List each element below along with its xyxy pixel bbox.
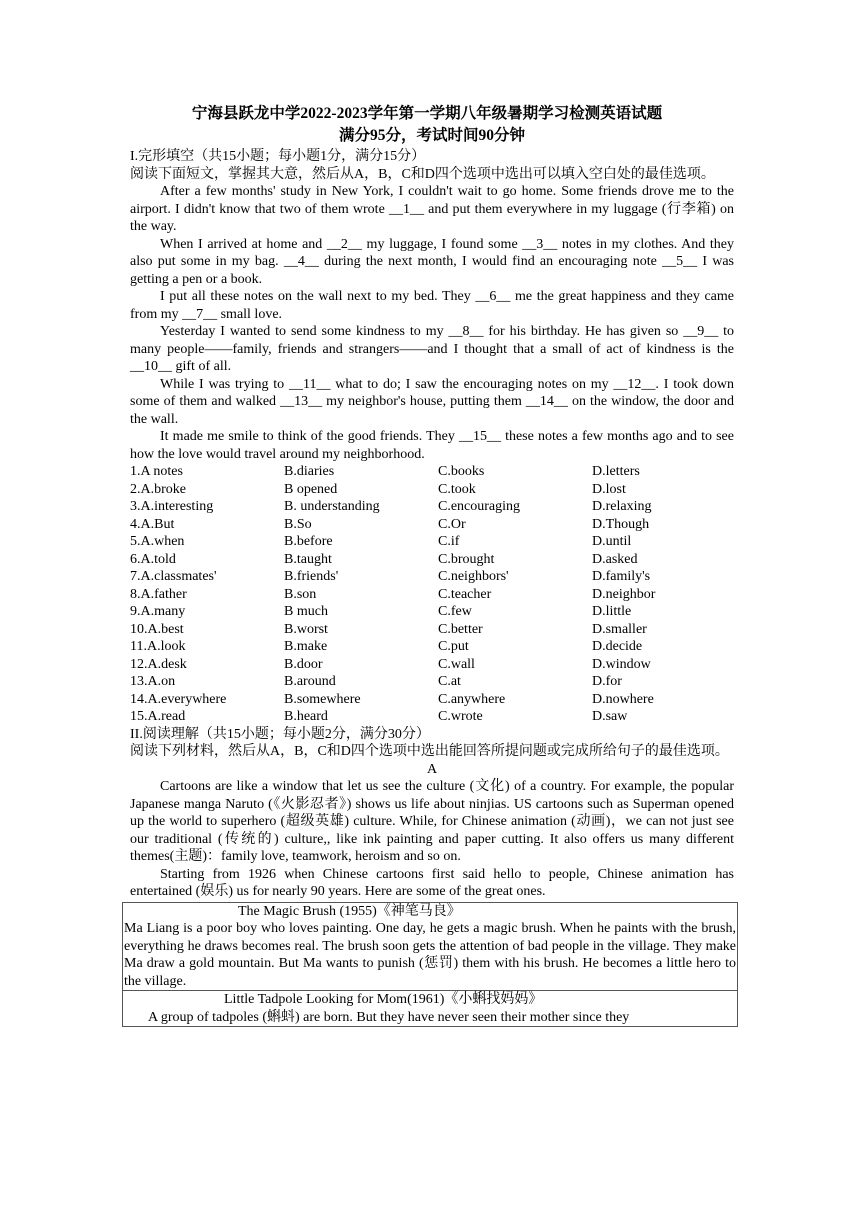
option-c: C.few [438,604,472,619]
option-c: C.encouraging [438,499,521,514]
option-c: C.wall [438,656,475,672]
option-b: B.diaries [284,464,335,479]
cloze-options [130,463,734,726]
option-c: C.anywhere [438,691,506,707]
cartoon-title: Little Tadpole Looking for Mom(1961)《小蝌找妈妈》 [224,992,543,1007]
option-b: B.around [284,674,336,689]
option-c: C.put [438,639,469,654]
section2-heading: II.阅读理解（共15小题；每小题2分，满分30分） [130,726,430,742]
passage-label: A [426,761,438,777]
exam-page [124,104,736,1027]
option-a: 7.A.classmates' [130,569,217,584]
option-a: 14.A.everywhere [130,691,227,707]
option-c: C.Or [438,516,466,532]
reading-paragraph: Starting from 1926 when Chinese cartoons first said hello to people, Chinese animation has entertained (娱乐) us for nearly 90 years. Here are some of the great ones. [130,866,734,899]
option-a: 12.A.desk [130,656,187,672]
option-c: C.at [438,674,461,689]
section1-heading: I.完形填空（共15小题；每小题1分，满分15分） [130,149,426,164]
option-d: D.family's [592,569,651,584]
option-a: 3.A.interesting [130,499,214,514]
cartoon-description: Ma Liang is a poor boy who loves painting. One day, he gets a magic brush. When he paints with the brush, everything he draws becomes real. The brush soon gets the attention of bad people in the village. They make Ma draw a gold mountain. But Ma wants to punish (惩罚) them with his brush. He becomes a little hero to the village. [124,921,736,989]
option-a: 2.A.broke [130,481,186,497]
option-a: 11.A.look [130,639,186,654]
exam-subtitle: 满分95分，考试时间90分钟 [338,127,525,144]
option-c: C.books [438,464,485,479]
section2-instruction: 阅读下列材料，然后从A，B，C和D四个选项中选出能回答所提问题或完成所给句子的最佳选项。 [130,744,729,759]
cloze-paragraph: I put all these notes on the wall next to my bed. They __6__ me the great happiness and they came from my __7__ small love. [130,289,734,322]
option-a: 5.A.when [130,534,185,549]
option-a: 1.A notes [130,464,183,479]
option-d: D.smaller [592,621,647,637]
option-b: B much [284,604,328,619]
option-a: 10.A.best [130,621,184,637]
option-d: D.for [592,674,622,689]
option-b: B. understanding [284,499,380,514]
option-b: B.So [284,516,312,532]
option-c: C.brought [438,551,495,567]
option-b: B.before [284,534,333,549]
option-d: D.decide [592,639,643,654]
option-b: B.make [284,639,328,654]
cloze-paragraph: It made me smile to think of the good friends. They __15__ these notes a few months ago and to see how the love would travel around my neighborhood. [130,429,734,462]
table-cell [123,902,738,991]
option-d: D.relaxing [592,499,652,514]
option-d: D.window [592,656,651,672]
option-d: D.nowhere [592,691,654,707]
option-d: D.asked [592,551,638,567]
option-b: B.worst [284,621,328,637]
option-b: B.door [284,656,323,672]
option-a: 13.A.on [130,674,176,689]
option-c: C.teacher [438,586,492,602]
cartoon-table [122,902,738,1028]
cloze-paragraph: When I arrived at home and __2__ my luggage, I found some __3__ notes in my clothes. And they also put some in my bag. __4__ during the next month, I would find an encouraging note __5__ I was getting a pen or a book. [130,236,734,287]
option-a: 9.A.many [130,604,186,619]
option-d: D.until [592,534,632,549]
option-a: 15.A.read [130,709,186,724]
option-c: C.better [438,621,483,637]
option-b: B opened [284,481,338,497]
cloze-paragraph: Yesterday I wanted to send some kindness to my __8__ for his birthday. He has given so __9__ to many people——family, friends and strangers——and I thought that a small of act of kindness is the __10__ gift of all. [130,324,734,374]
option-d: D.saw [592,709,628,724]
option-b: B.somewhere [284,691,361,707]
cartoon-description: A group of tadpoles (蝌蚪) are born. But they have never seen their mother since they [148,1009,630,1025]
option-c: C.took [438,481,476,497]
option-a: 8.A.father [130,586,187,602]
section1-instruction: 阅读下面短文，掌握其大意，然后从A，B，C和D四个选项中选出可以填入空白处的最佳选项。 [130,166,715,182]
cartoon-title: The Magic Brush (1955)《神笔马良》 [238,903,461,919]
option-d: D.Though [592,516,650,532]
option-c: C.if [438,534,460,549]
cloze-paragraph: After a few months' study in New York, I couldn't wait to go home. Some friends drove me to the airport. I didn't know that two of them wrote __1__ and put them everywhere in my luggage (行李箱) on the way. [130,184,734,234]
option-a: 4.A.But [130,516,175,532]
option-d: D.letters [592,464,640,479]
option-d: D.neighbor [592,586,656,602]
cloze-paragraph: While I was trying to __11__ what to do; I saw the encouraging notes on my __12__. I took down some of them and walked __13__ my neighbor's house, putting them __14__ on the window, the door and the wall. [130,376,734,427]
table-cell [123,991,738,1027]
option-c: C.wrote [438,709,483,724]
reading-paragraph: Cartoons are like a window that let us see the culture (文化) of a country. For example, the popular Japanese manga Naruto (《火影忍者》) shows us life about ninjias. US cartoons such as Superman opened up the world to superhero (超级英雄) culture. While, for Chinese animation (动画)，we can not just see our traditional (传统的) culture,, like ink painting and paper cutting. It also offers us many different themes(主题)：family love, teamwork, heroism and so on. [130,779,734,864]
option-a: 6.A.told [130,551,176,567]
option-d: D.little [592,604,632,619]
option-b: B.taught [284,551,332,567]
option-b: B.heard [284,709,328,724]
option-b: B.son [284,586,317,602]
exam-title: 宁海县跃龙中学2022-2023学年第一学期八年级暑期学习检测英语试题 [191,105,663,122]
option-d: D.lost [592,481,626,497]
option-c: C.neighbors' [438,569,509,584]
option-b: B.friends' [284,569,339,584]
